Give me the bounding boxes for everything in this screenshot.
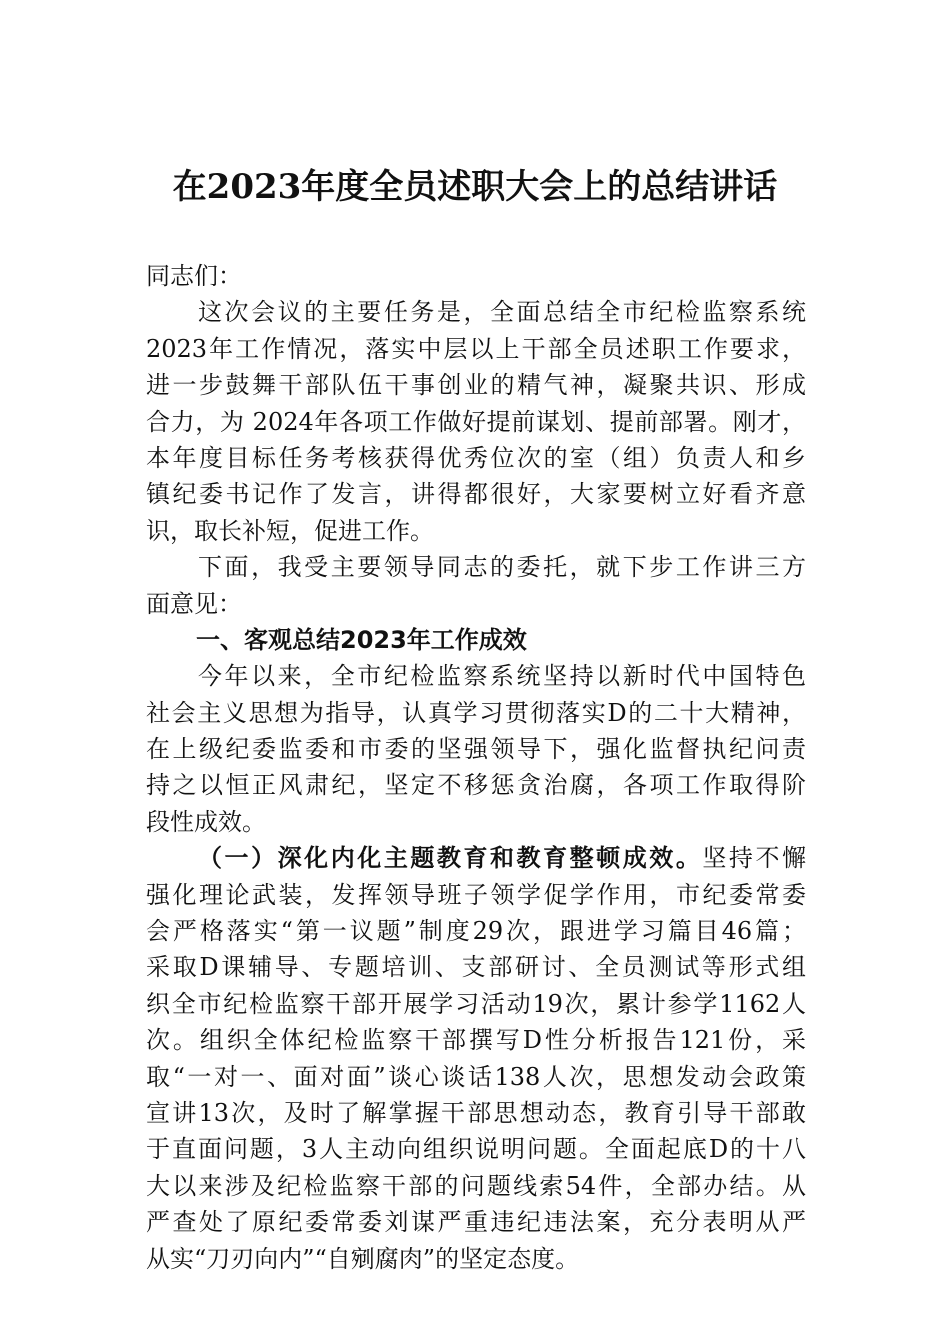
paragraph-line: 取“一对一、面对面”谈心谈话138人次，思想发动会政策 <box>146 1062 806 1091</box>
salutation: 同志们： <box>146 262 242 290</box>
section-heading-1: 一、客观总结2023年工作成效 <box>196 625 527 654</box>
subsection-heading-1: （一）深化内化主题教育和教育整顿成效。 <box>198 843 703 873</box>
paragraph-line: 采取D课辅导、专题培训、支部研讨、全员测试等形式组 <box>146 953 806 982</box>
paragraph-line: 严查处了原纪委常委刘谋严重违纪违法案，充分表明从严 <box>146 1208 806 1237</box>
paragraph-line: 段性成效。 <box>146 807 266 836</box>
paragraph-line: 识，取长补短，促进工作。 <box>146 516 434 545</box>
paragraph-line: 这次会议的主要任务是，全面总结全市纪检监察系统 <box>198 298 806 327</box>
paragraph-line: 今年以来，全市纪检监察系统坚持以新时代中国特色 <box>198 662 806 691</box>
paragraph-line: 下面，我受主要领导同志的委托，就下步工作讲三方 <box>198 553 806 582</box>
paragraph-line: 进一步鼓舞干部队伍干事创业的精气神，凝聚共识、形成 <box>146 371 806 400</box>
paragraph-line: 次。组织全体纪检监察干部撰写D性分析报告121份，采 <box>146 1026 806 1055</box>
paragraph-line: 社会主义思想为指导，认真学习贯彻落实D的二十大精神， <box>146 698 806 727</box>
paragraph-line: 面意见： <box>146 589 242 618</box>
paragraph-transition <box>146 549 806 622</box>
paragraph-line: 织全市纪检监察干部开展学习活动19次，累计参学1162人 <box>146 989 806 1018</box>
paragraph-line: 强化理论武装，发挥领导班子领学促学作用，市纪委常委 <box>146 880 806 909</box>
paragraph-education <box>146 840 806 1277</box>
document-body <box>146 258 806 1277</box>
paragraph-line: 于直面问题，3人主动向组织说明问题。全面起底D的十八 <box>146 1135 806 1164</box>
paragraph-line: 镇纪委书记作了发言，讲得都很好，大家要树立好看齐意 <box>146 480 806 509</box>
paragraph-line: 会严格落实“第一议题”制度29次，跟进学习篇目46篇； <box>146 917 806 946</box>
paragraph-line: 2023年工作情况，落实中层以上干部全员述职工作要求， <box>146 334 806 363</box>
paragraph-line: 持之以恒正风肃纪，坚定不移惩贪治腐，各项工作取得阶 <box>146 771 806 800</box>
paragraph-line: 大以来涉及纪检监察干部的问题线索54件，全部办结。从 <box>146 1171 806 1200</box>
paragraph-line: 本年度目标任务考核获得优秀位次的室（组）负责人和乡 <box>146 443 806 472</box>
paragraph-line: 宣讲13次，及时了解掌握干部思想动态，教育引导干部敢 <box>146 1098 806 1127</box>
paragraph-lead-line <box>146 840 806 876</box>
paragraph-summary <box>146 658 806 840</box>
document-title: 在2023年度全员述职大会上的总结讲话 <box>172 167 778 207</box>
paragraph-intro <box>146 294 806 549</box>
paragraph-lead-text: 坚持不懈 <box>702 844 807 873</box>
paragraph-line: 在上级纪委监委和市委的坚强领导下，强化监督执纪问责 <box>146 735 806 764</box>
paragraph-line: 合力，为 2024年各项工作做好提前谋划、提前部署。刚才， <box>146 407 806 436</box>
paragraph-line: 从实“刀刃向内”“自剜腐肉”的坚定态度。 <box>146 1244 580 1273</box>
